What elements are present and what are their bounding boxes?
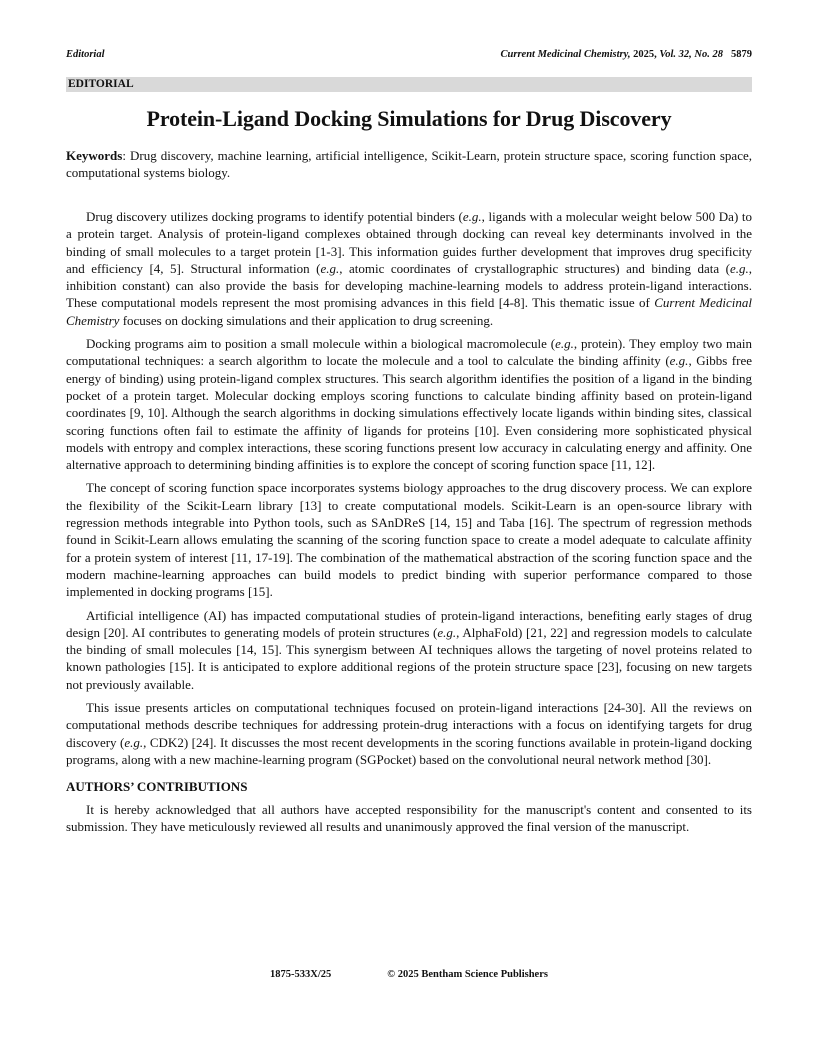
text-run: , Gibbs free energy of binding) using protein-ligand complex structures. This search algorithm identifies the position of a ligand in the binding pocket of a protein target. Molecular docking employs scoring functions to calculate binding affinity based on protein-ligand coordinates [9, 10]. Although the search algorithms in docking simulations effectively locate ligands within binding sites, classical scoring functions often fail to estimate the affinity of ligands for proteins [10]. Even considering more sophisticated physical models with entropy and complex interactions, these scoring functions present low accuracy in calculating energy and affinity. One alternative approach to determining binding affinities is to explore the concept of scoring function space [11, 12].	[66, 353, 752, 473]
article-title: Protein-Ligand Docking Simulations for Drug Discovery	[146, 106, 672, 131]
keywords-text: : Drug discovery, machine learning, artificial intelligence, Scikit-Learn, protein structure space, scoring function space, computational systems biology.	[66, 148, 752, 180]
running-header	[66, 49, 752, 60]
italic-run: e.g.	[669, 353, 689, 369]
article-type-label: Editorial	[66, 49, 105, 60]
page-footer	[66, 969, 752, 980]
text-run: , atomic coordinates of crystallographic structures) and binding data (	[339, 260, 730, 276]
journal-name-italic: Current Medicinal Chemistry	[66, 295, 752, 328]
journal-name: Current Medicinal Chemistry,	[500, 49, 631, 60]
keywords	[66, 147, 752, 181]
italic-run: e.g.	[729, 260, 749, 276]
journal-volume: Vol. 32, No. 28	[659, 49, 723, 60]
journal-year: 2025,	[630, 49, 660, 60]
keywords-label: Keywords	[66, 148, 123, 163]
paragraph-4	[66, 607, 752, 693]
text-run: , ligands with a molecular weight below 500 Da) to a protein target. Analysis of protein-ligand complexes obtained through docking can reveal key determinants involved in the binding of small molecules to a target protein [1-3]. This information guides further development that improves drug specificity and efficiency [4, 5]. Structural information (	[66, 209, 752, 276]
text-run: , CDK2) [24]. It discusses the most recent developments in the scoring functions available in protein-ligand docking programs, along with a new machine-learning program (SGPocket) based on the convolutional neural network method [30].	[66, 734, 752, 767]
paragraph-3: The concept of scoring function space incorporates systems biology approaches to the drug discovery process. We can explore the flexibility of the Scikit-Learn library [13] to create computational models. Scikit-Learn is an open-source library with regression methods integrable into Python tools, such as SAnDReS [14, 15] and Taba [16]. The spectrum of regression methods found in Scikit-Learn allows emulating the scanning of the scoring function space to create a model adequate to calculate affinity for a protein system of interest [11, 17-19]. The combination of the mathematical abstraction of the scoring function space and the modern machine-learning approaches can build models to predict binding with superior performance compared to those implemented in docking programs [15].	[66, 480, 752, 600]
text-run: This issue presents articles on computational techniques focused on protein-ligand interactions [24-30]. All the reviews on computational methods describe techniques for addressing protein-drug interactions with a focus on identifying targets for drug discovery (	[66, 700, 752, 750]
article-body	[66, 208, 752, 841]
italic-run: e.g.	[320, 260, 340, 276]
text-run: focuses on docking simulations and their application to drug screening.	[119, 312, 494, 328]
paragraph-5	[66, 699, 752, 768]
text-run: , inhibition constant) can also provide the basis for developing machine-learning models to address protein-ligand interactions. These computational models represent the most promising advances in this field [4-8]. This thematic issue of	[66, 260, 753, 311]
paragraph-1	[66, 208, 752, 329]
authors-contributions-text: It is hereby acknowledged that all authors have accepted responsibility for the manuscript's content and consented to its submission. They have meticulously reviewed all results and unanimously approved the final version of the manuscript.	[66, 801, 752, 834]
text-run: , protein). They employ two main computational techniques: a search algorithm to locate the molecule and a tool to calculate the binding affinity (	[66, 336, 752, 369]
journal-citation	[501, 49, 752, 60]
italic-run: e.g.	[462, 209, 482, 224]
issn: 1875-533X/25	[270, 969, 332, 980]
italic-run: e.g.	[124, 734, 144, 750]
section-label-bar: EDITORIAL	[66, 77, 752, 92]
copyright: © 2025 Bentham Science Publishers	[387, 969, 548, 980]
text-run: Artificial intelligence (AI) has impacted computational studies of protein-ligand interactions, benefiting early stages of drug design [20]. AI contributes to generating models of protein structures (	[66, 607, 752, 640]
italic-run: e.g.	[555, 336, 574, 352]
text-run: Docking programs aim to position a small molecule within a biological macromolecule (	[86, 336, 556, 352]
authors-contributions-heading: AUTHORS’ CONTRIBUTIONS	[66, 779, 248, 795]
paragraph-2	[66, 335, 752, 473]
italic-run: e.g.	[437, 624, 457, 640]
text-run: , AlphaFold) [21, 22] and regression models to calculate the binding of small molecules [14, 15]. This synergism between AI techniques allows the targeting of novel proteins related to known pathologies [15]. It is anticipated to explore additional regions of the protein structure space [23], focusing on new targets not previously available.	[66, 624, 752, 692]
page-number: 5879	[731, 49, 752, 60]
text-run: Drug discovery utilizes docking programs to identify potential binders (	[86, 209, 463, 224]
